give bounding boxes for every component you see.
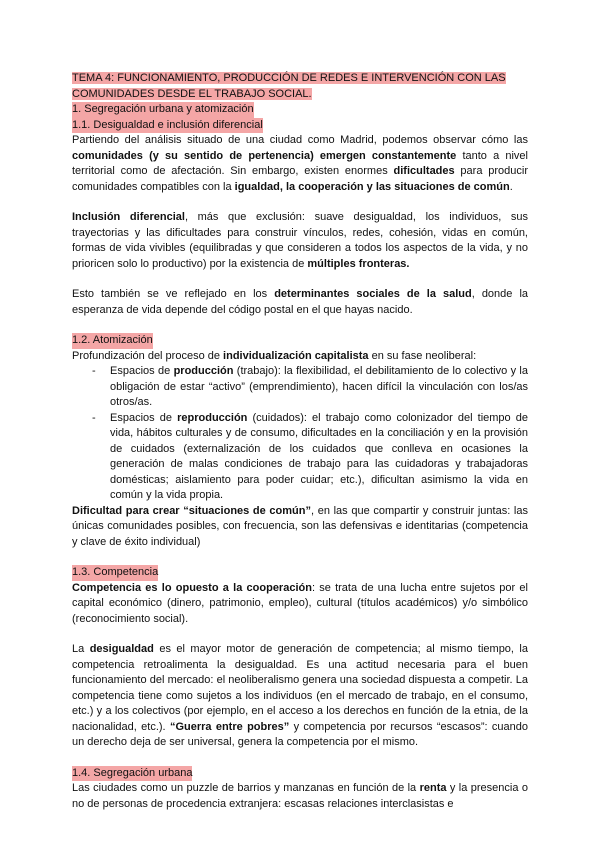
paragraph-1-1-c: Esto también se ve reflejado en los determinantes sociales de la salud, donde la esperanza de vida depende del código postal en el que hayas nacido.: [72, 288, 529, 316]
document-content: [72, 71, 528, 812]
section-1-2-heading: 1.2. Atomización: [72, 333, 528, 349]
list-item: - Espacios de reproducción (cuidados): el trabajo como colonizador del tiempo de vida, hábitos culturales y de consumo, dificultades en la conciliación y en la provisión de cuidados (externalización de los cuidados que conlleva en ocasiones la generación de malas condiciones de trabajo para las cuidadoras y trabajadoras domésticas; aislamiento para poder cuidar; etc.), dificultan asimismo la vida en común y la vida propia.: [72, 411, 528, 504]
paragraph-1-3-b: La desigualdad es el mayor motor de generación de competencia; al mismo tiempo, la competencia retroalimenta la desigualdad. Es una actitud necesaria para el buen funcionamiento del mercado: el neoliberalismo genera una sociedad dispuesta a competir. La competencia tiene como sujetos a los individuos (en el mercado de trabajo, en el consumo, etc.) y a los colectivos (por ejemplo, en el acceso a los derechos en función de la etnia, de la nacionalidad, etc.). “Guerra entre pobres” y competencia por recursos “escasos”: cuando un derecho deja de ser universal, genera la competencia por el mismo.: [72, 643, 528, 748]
document-title-text: TEMA 4: FUNCIONAMIENTO, PRODUCCIÓN DE REDES E INTERVENCIÓN CON LAS COMUNIDADES DESDE EL TRABAJO SOCIAL.: [72, 72, 506, 100]
paragraph-1-4-a: Las ciudades como un puzzle de barrios y manzanas en función de la renta y la presencia o no de personas de procedencia extranjera: escasas relaciones interclasistas e: [72, 782, 528, 810]
document-title: [72, 71, 528, 102]
atomization-list: [72, 364, 528, 504]
paragraph-1-1-b: Inclusión diferencial, más que exclusión: suave desigualdad, los individuos, sus trayectorias y las dificultades para construir vínculos, redes, cohesión, vidas en común, formas de vida vivibles (equilibradas y que consideren a todos los aspectos de la vida, y no prioricen solo lo productivo) por la existencia de múltiples fronteras.: [72, 211, 528, 270]
section-1-1-heading: 1.1. Desigualdad e inclusión diferencial: [72, 118, 528, 134]
paragraph-1-3-a: Competencia es lo opuesto a la cooperación: se trata de una lucha entre sujetos por el capital económico (dinero, patrimonio, empleo), cultural (títulos académicos) y/o simbólico (reconocimiento social).: [72, 581, 528, 625]
section-1-4-heading: 1.4. Segregación urbana: [72, 766, 528, 782]
paragraph-1-2-intro: Profundización del proceso de individualización capitalista en su fase neoliberal:: [72, 349, 477, 362]
section-1-3-heading: 1.3. Competencia: [72, 565, 528, 581]
paragraph-1-1-a: Partiendo del análisis situado de una ciudad como Madrid, podemos observar cómo las comunidades (y su sentido de pertenencia) emergen constantemente tanto a nivel territorial como de afectación. Sin embargo, existen enormes dificultades para producir comunidades compatibles con la igualdad, la cooperación y las situaciones de común.: [72, 134, 528, 193]
section-1-heading: 1. Segregación urbana y atomización: [72, 102, 528, 118]
paragraph-1-2-closing: Dificultad para crear “situaciones de común”, en las que compartir y construir juntas: las únicas comunidades posibles, con frecuencia, son las defensivas e identitarias (competencia y clave de éxito individual): [72, 504, 528, 548]
list-item: - Espacios de producción (trabajo): la flexibilidad, el debilitamiento de lo colectivo y la obligación de estar “activo” (emprendimiento), hacen difícil la vinculación con los/as otros/as.: [72, 364, 528, 411]
